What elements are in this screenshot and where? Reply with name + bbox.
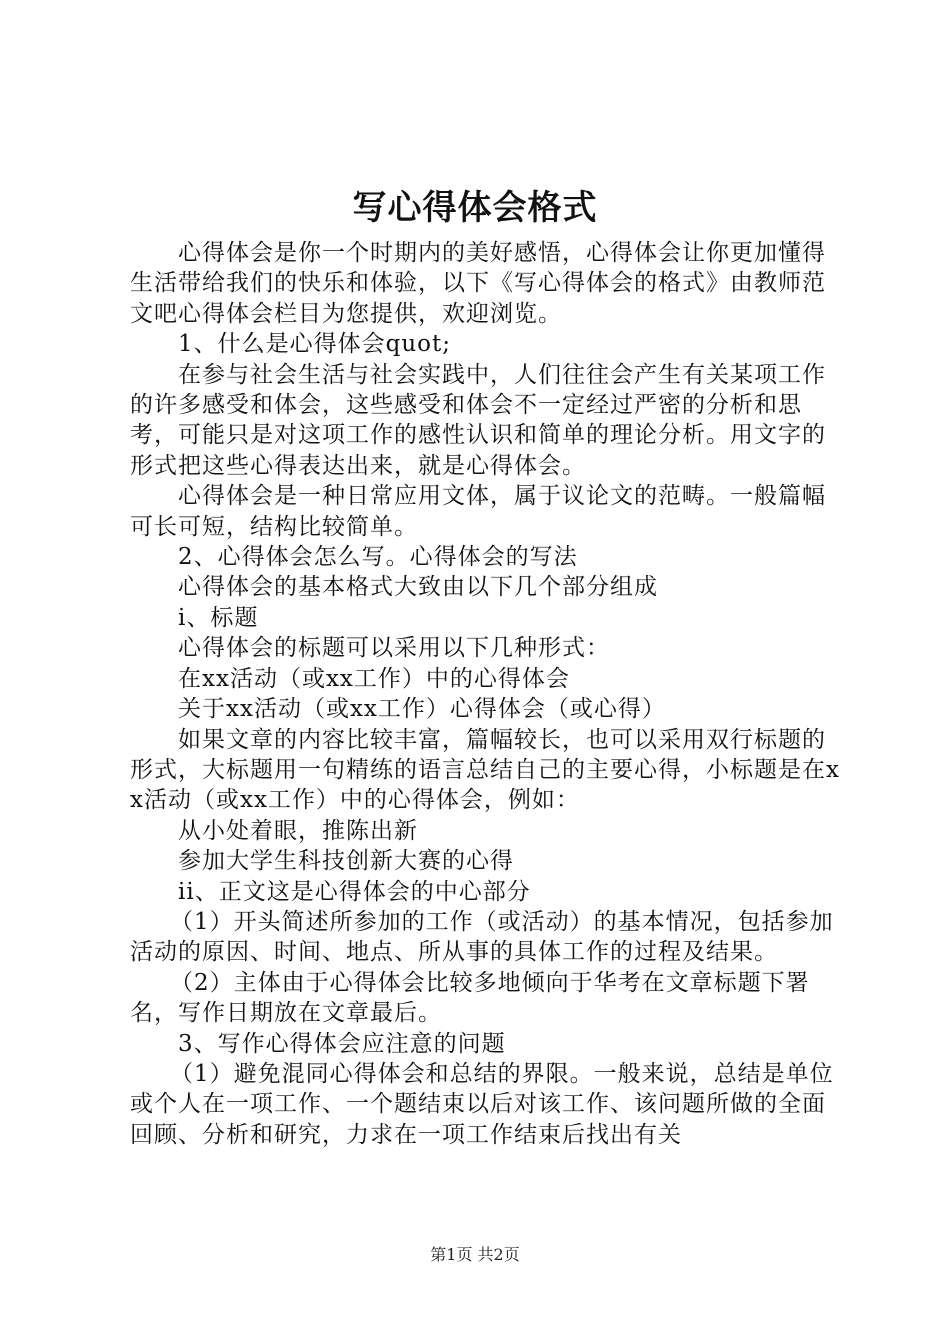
paragraph-format-parts: 心得体会的基本格式大致由以下几个部分组成 [178,574,658,601]
heading-what-is: 1、什么是心得体会quot; [178,331,452,358]
paragraph-note-1: （1）避免混同心得体会和总结的界限。一般来说，总结是单位或个人在一项工作、一个题结束以后对该工作、该问题所做的全面回顾、分析和研究，力求在一项工作结束后找出有关 [130,1060,834,1148]
list-item-title-form-1: 在xx活动（或xx工作）中的心得体会 [178,665,570,692]
list-item-title-form-2: 关于xx活动（或xx工作）心得体会（或心得） [178,696,666,723]
page-footer: 第1页 共2页 [430,1245,520,1264]
document-title: 写心得体会格式 [352,188,598,228]
paragraph-intro: 心得体会是你一个时期内的美好感悟，心得体会让你更加懂得生活带给我们的快乐和体验，以下《写心得体会的格式》由教师范文吧心得体会栏目为您提供，欢迎浏览。 [130,240,826,327]
paragraph-main-body: （2）主体由于心得体会比较多地倾向于华考在文章标题下署名，写作日期放在文章最后。 [130,969,810,1027]
example-main-title: 从小处着眼，推陈出新 [178,817,418,844]
document-body [130,238,840,1150]
paragraph-definition: 在参与社会生活与社会实践中，人们往往会产生有关某项工作的许多感受和体会，这些感受和体会不一定经过严密的分析和思考，可能只是对这项工作的感性认识和简单的理论分析。用文字的形式把这些心得表达出来，就是心得体会。 [130,361,826,479]
heading-notes: 3、写作心得体会应注意的问题 [178,1030,506,1057]
heading-body-section: ii、正文这是心得体会的中心部分 [178,878,531,905]
heading-how-to-write: 2、心得体会怎么写。心得体会的写法 [178,544,578,571]
paragraph-opening: （1）开头简述所参加的工作（或活动）的基本情况，包括参加活动的原因、时间、地点、所从事的具体工作的过程及结果。 [130,908,834,966]
example-subtitle: 参加大学生科技创新大赛的心得 [178,848,514,875]
heading-title-section: i、标题 [178,604,259,631]
paragraph-title-forms: 心得体会的标题可以采用以下几种形式： [178,635,610,662]
paragraph-double-title: 如果文章的内容比较丰富，篇幅较长，也可以采用双行标题的形式，大标题用一句精练的语言总结自己的主要心得，小标题是在xx活动（或xx工作）中的心得体会，例如： [130,726,840,814]
paragraph-genre: 心得体会是一种日常应用文体，属于议论文的范畴。一般篇幅可长可短，结构比较简单。 [130,483,826,540]
